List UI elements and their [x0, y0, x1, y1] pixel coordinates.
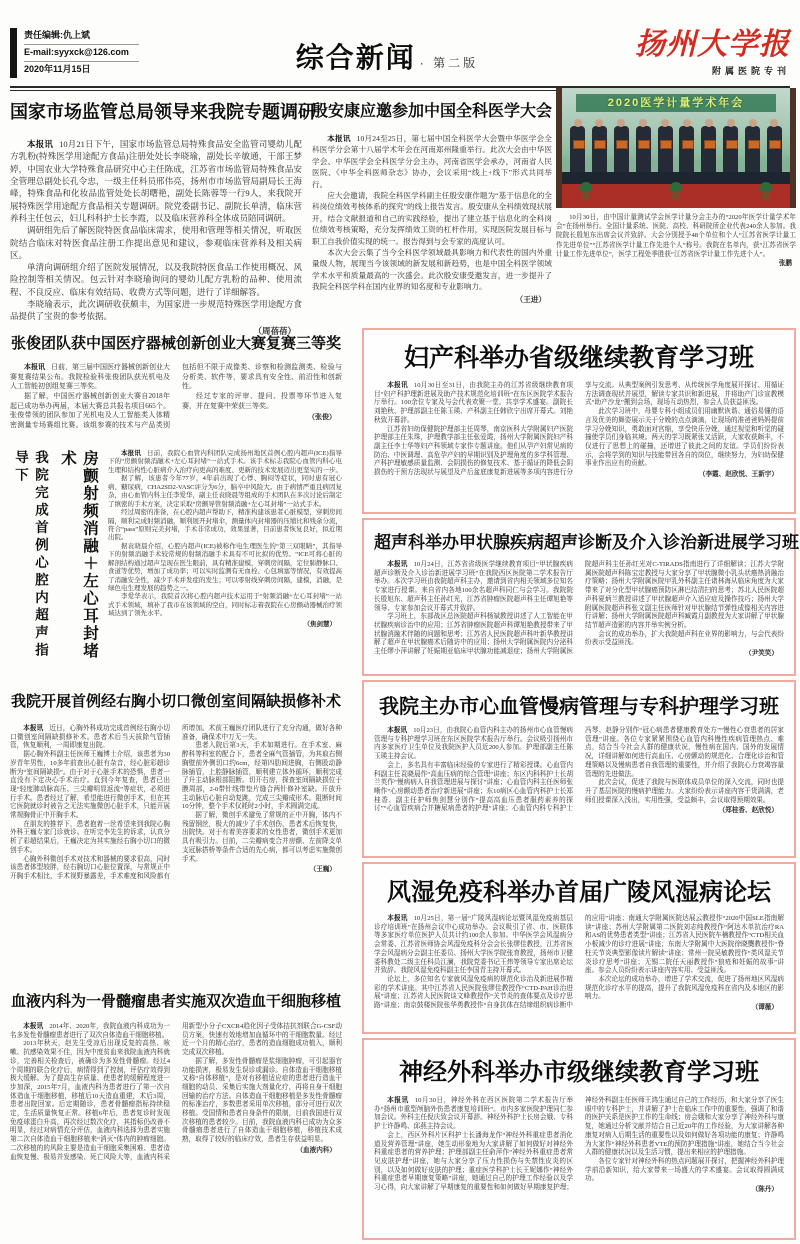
- paper-name: 扬州大学报: [634, 27, 790, 62]
- article-paragraph: 应大会邀请，我院全科医学科副主任殷安康作题为“基于信息化的全科岗位绩效考核体系的探究”的线上报告发言。殷安康从全科绩效现状展开，结合文献报道和自己的实践经验，提出了建立基于信息化的全科岗位绩效考核策略，充分发挥绩效工资的杠杆作用，实现医院发展目标与职工自我价值实现的统一。报告得到与会专家的高度认可。: [312, 190, 552, 246]
- article-body: [374, 915, 784, 1013]
- byline-label: 本报讯: [24, 364, 45, 371]
- article-afib-ablation: [10, 450, 342, 670]
- page-number-label: · 第二版: [419, 56, 479, 70]
- article-kicker: 我院完成首例心腔内超声指导下: [13, 450, 48, 660]
- article-title: 神经外科举办市级继续教育学习班: [399, 1059, 759, 1086]
- byline-label: 本报讯: [327, 134, 351, 143]
- date-line: 2020年11月15日: [24, 63, 91, 74]
- article-paragraph: 本次大会云集了当今全科医学领域最具影响力和代表性的国内外重量级人物，展现当今该领域的新发展和新趋势，也是中国全科医学领域学术水平和质量最高的一次盛会。此次殷安康受邀发言，进一步提升了我院全科医学科在国内业界的知名度和专业影响力。: [312, 247, 552, 292]
- article-title: 血液内科为一骨髓瘤患者实施双次造血干细胞移植: [10, 993, 341, 1010]
- article-paragraph: 本报讯 10月24至25日，第七届中国全科医学大会暨中华医学会全科医学分会第十八届学术年会在河南郑州隆重举行。此次大会由中华医学会、中华医学会全科医学分会主办，河南省医学会承办，河南省人民医院、《中华全科医师杂志》协办，会议采用“线上+线下”形式共同举行。: [312, 134, 552, 189]
- article-paragraph: 调研组先后了解医院特医食品临床需求，使用和管理等相关情况，听取医院结合临床对特医食品注册工作提出意见和建议，参观临床营养科及相关病区。: [10, 225, 302, 260]
- section-title: 综合新闻: [295, 42, 416, 73]
- article-obstetrics-class: [362, 328, 796, 514]
- article-paragraph: 本报讯 日前，我院心血管内科团队完成扬州地区首例心腔内超声(ICE)指导下的“房颤射频消融术+左心耳封堵”一站式手术。该手术标志我院心血管内科心电生理和结构性心脏病介入治疗向更高的难度、更新的技术发展迈出更坚实的一步。: [108, 450, 342, 474]
- article-paragraph: 本报讯 10月21日下午，国家市场监管总局特殊食品安全监管司婴幼儿配方乳粉(特殊医学用途配方食品)注册处处长李晓瑜，副处长辛敏通，干部王梦婷，中国农业大学特殊食品研究中心主任陈成，江苏省市场监管局特殊食品安全管理总副处长孔令忠，一级主任科员邢伟亮，扬州市市场监管局副局长王海峰，特殊食品和化妆品监管处处长胡曙艳，副处长陈蓉等一行9人，来我院开展特殊医学用途配方食品相关专题调研。院党委副书记、副院长单清，临床营养科主任包云，妇儿科科护士长李霞，以及临床营养科全体成员陪同调研。: [10, 139, 302, 223]
- article-body: [374, 1097, 784, 1195]
- article-title: 国家市场监管总局领导来我院专题调研: [10, 102, 316, 122]
- article-title: 张俊团队获中国医疗器械创新创业大赛复赛三等奖: [10, 335, 341, 352]
- article-signature: （血液内科）: [296, 1146, 336, 1154]
- article-body: [312, 133, 552, 306]
- article-paragraph: 患者入院后第3天，手术如期进行。在手术室、麻醉科等科室的配合下，患者全麻气管插管，为其取右侧胸壁前外侧切口约6cm，经第四肋间进胸，右侧股动静脉插管，上腔静脉插管，顺利建立体外循环，顺利完成了升主动脉根部阻断。切开右房，探查室间隔缺损位于膜周部，2-0带针线带垫片缝合两针修补室缺。开放升主动脉后心脏自动复跳，完成三尖瓣成形术。阻断时间10分钟，整个手术仅耗时2小时，手术圆满完成。: [182, 742, 342, 811]
- byline-label: 本报讯: [387, 727, 408, 734]
- article-paragraph: 本次论坛的成功举办，增进了学术交流，促进了扬州地区风湿病规范化诊疗水平的提高，提升了我院风湿免疫科在省内及本地区的影响力。: [585, 975, 784, 1001]
- article-paragraph: 心胸外科微创手术对技术和器械的要求很高，同时该患者体型较胖，经右胸切口心脏位置深，与常规正中开胸手术相比，手术视野暴露差，手术难度和风险都有所增加。术前王巍医疗团队进行了充分沟通，做好各种准备，确保术中万无一失。: [10, 725, 342, 880]
- article-paragraph: 经过专家的评审、提问、投票等环节进入复赛，并在复赛中荣获三等奖。: [182, 391, 342, 410]
- article-rheumatology-forum: [362, 862, 796, 1034]
- article-minimally-invasive-vsd: [10, 676, 342, 976]
- article-signature: （焦剑慧）: [303, 620, 336, 628]
- photo-credit: 张鹏: [778, 260, 792, 268]
- article-neurosurgery-class: [362, 1038, 796, 1240]
- article-paragraph: 学习班上，东部战区总医院超声科杨斌教授讲述了人工智能在甲状腺疾病诊治中的应用；江苏省肿瘤医院超声科谭旭艳教授带来了甲状腺消融术伴随的问题和思考；江苏省人民医院超声科叶新华教授讲解了超声在甲状腺癌术后随访中的应用；扬州大学附属医院内分泌科主任缪小萍讲解了妊娠期亚临床甲状腺功能减退症；扬州大学附属医院超声科主任孙红光对C-TIRADS指南进行了详细解读；江苏大学附属医院超声科陈宝定教授与大家分享了甲状腺微小乳头状癌热消融治疗策略；扬州大学附属医院甲乳外科副主任诸林海从临床角度为大家带来了对分化型甲状腺癌预防区淋巴结清扫的思考；苏北人民医院超声科夏炳兰教授讲述了甲状腺超声介入适应症及操作技巧；扬州大学附属医院超声科张文副主任医师针对甲状腺结节弹性成像相关内容进行讲解；扬州大学附属医院超声科臧霞月副教授为大家讲解了甲状腺结节超声造影的内容并举实例分析。: [374, 561, 784, 656]
- article-paragraph: 各位专家针对神经外科的热点问题展开探讨，把握神经外科护理学前沿新知识，给大家带来一场盛大的学术盛宴。会议取得圆满成功。: [585, 1157, 784, 1183]
- article-title: 妇产科举办省级继续教育学习班: [403, 344, 754, 372]
- article-yinankang-conference: [312, 94, 552, 324]
- article-paragraph: 本报讯 10月24日，江苏省省级医学继续教育项目“甲状腺疾病超声诊断及介入诊治新进展学习班”在我院西区医院第二学术报告厅举办。本次学习班由我院超声科主办，邀请到省内相关领域多位知名专家进行授课。来自省内各地100余名超声科同仁与会学习。我院院长殷旭东、超声科主任孙红光，江苏省肿瘤医院超声科主任谭旭艳等领导、专家参加会议开幕式并致辞。: [374, 561, 574, 612]
- article-title: 殷安康应邀参加中国全科医学大会: [312, 103, 553, 120]
- article-title: 我院主办市心血管慢病管理与专科护理学习班: [379, 696, 779, 718]
- article-signature: （王进）: [515, 295, 546, 305]
- article-paragraph: 此次学习班中，母婴专科小组成员们用幽默诙谐、通俗易懂的语言及优美的舞姿展示关于分娩的点点滴滴，让现场的准爸爸妈妈提前学习分娩知识，勇敢面对宫缩，享受快乐分娩，通过视觉和听觉的碰撞使学员们身临其境。两天的学习既紧张又活跃，大家收获颇丰，不仅进行了思想上的碰撞，还增进了彼此之间的友谊。学员们纷纷表示，会将学到的知识与技能带回各自的岗位，继续努力，为妇幼保健事业作出应有的贡献。: [585, 408, 784, 468]
- article-signature: （谭薇）: [751, 1004, 778, 1012]
- article-body: [374, 727, 784, 816]
- article-title: 风湿免疫科举办首届广陵风湿病论坛: [387, 879, 771, 906]
- article-paragraph: 此次会议，促进了我院与医联体成员单位的深入交流，同时也提升了基层医院的慢病护理能力。大家纷纷表示讲座内容干货满满，老师们授课深入浅出，实用性强，受益颇丰，会议取得预期效果。: [585, 779, 784, 804]
- section-header: [296, 28, 478, 76]
- article-paragraph: 本报讯 2014年、2020年，我院血液内科成功为一名多发性骨髓瘤患者进行了双次自体造血干细胞移植。: [10, 1023, 170, 1039]
- photo-caption: 10月30日，由中国计量测试学会医学计量分会主办的“2020年医学计量学术年会”在扬州举行。全国计量系统、医院、高校、科研院所企业代表240余人参加。我院院长殷旭东出席会议并致辞。大会分别授予48个单位和个人“江苏省医学计量工作先进单位”“江苏省医学计量工作先进个人”称号。我院在名单内，获“江苏省医学计量工作先进单位”，医学工程处季胜获“江苏省医学计量工作先进个人”。 张鹏: [556, 214, 796, 268]
- article-paragraph: 本报讯 10月25日，第一届“广陵风湿病论坛暨风湿免疫病基层诊疗培训班”在扬州会议中心成功举办。会议吸引了省、市、医联体等多家医疗单位医护人员共计约100余人参加。中华医学会风湿病分会常委、江苏省医师协会风湿免疫科分会会长张缪佳教授，江苏省医学会风湿病分会副主任委员、扬州大学医学院张育教授，扬州市卫健委科教处二级主任科员江澜，我院党委书记王炜等领导专家出席论坛并致辞。我院风湿免疫科副主任李国青主持开幕式。: [374, 915, 574, 975]
- article-paragraph: 据了解，中国医疗器械创新创业大赛自2018年起已成功举办两届，本届大赛总共报名项目665个。张俊带领的团队参加了光机电及人工智能类人体精密测量专场赛组比赛。该组参赛的技术与产品类别包括但不限于成像类、诊察和检测监测类、检验与分析类、软件等，要求具有安全性、前沿性和创新性。: [10, 363, 342, 429]
- news-photo-block: [556, 88, 796, 284]
- article-body: [10, 363, 342, 431]
- article-paragraph: 本报讯 10月30日，神经外科在西区医院第二学术报告厅举办“扬州市重型颅脑外伤患者康复培训班”。市内多家医院护理同仁参加会议。外科主任倪庆致会议开幕辞。神经外科护士长房会娥、专科护士许静鸣、邱燕主持会议。: [374, 1097, 574, 1131]
- article-cardio-nursing-class: [362, 680, 796, 858]
- article-zhangjun-award: [10, 330, 342, 446]
- article-paragraph: 本报讯 10月30日至31日，由我院主办的江苏省级继续教育项目“妇产科护理新进展及助产技术规范化培训班”在东区医院学术报告厅举行。100余位专家及与会代表欢聚一堂，共享学术盛宴。副院长刘艳秋、护理部副主任陈玉瑛、产科副主任韩欣宁出席开幕式。刘艳秋致开幕辞。: [374, 382, 574, 424]
- article-paragraph: 李爱华表示，我院首次将心腔内超声技术运用于“射频消融+左心耳封堵”一站式手术领域，填补了我市在该领域的空白，同时标志着我院在心房颤动器械治疗领域达到了领先水平。: [108, 593, 342, 618]
- article-signature: （王巍）: [309, 866, 336, 874]
- article-signature: （周蓓蓓）: [253, 325, 296, 336]
- article-paragraph: 论坛上，多位知名专家就风湿免疫病的规范化诊治及新进展作精彩的学术讲座。其中江苏省人民医院张缪佳教授作“CTD-PAH诊治进展”讲座；江苏省人民医院谈文峰教授作“关节炎的查体要点及诊疗思路”讲座；南京鼓楼医院张华勇教授作“自身抗体在结缔组织病诊断中的应用”讲座；南通大学附属医院达展云教授作“2020中国SLE指南解读”讲座；苏州大学附属第二医院刘志纯教授作“阿达木单抗治疗RA和AS的优势患者类型”讲座；江苏省人民医院车楠教授作“CTD相关血小板减少的诊疗进展”讲座；东南大学附属中大医院徐晓龑教授作“脊柱关节炎典型影像读片解读”讲座；常州一院吴敏教授作“类风湿关节炎诊疗思考”讲座；无锡二院任天丽教授作“狼疮和妊娠的故事”讲座。参会人员纷纷表示讲座内容实用、受益匪浅。: [374, 915, 784, 1010]
- article-body: [374, 382, 784, 480]
- article-paragraph: 据了解，多发性骨髓瘤是浆细胞肿瘤，可引起器官功能损害，极易发生误诊或漏诊。自体造血干细胞移植又称“自体移植”，是对有移植适应症的患者进行造血干细胞的动员、采集后实施大剂量化疗，再将自身干细胞回输的治疗方法。自体造血干细胞移植是多发性骨髓瘤的标准治疗，多数患者采用单次移植，部分可进行双次移植。受国情和患者自身条件的限制，目前我国进行双次移植的患者较少。目前，我院血液内科已成功为众多骨髓瘤患者进行了自体造血干细胞移植，移植技术成熟，取得了较好的临床疗效，患者生存获益明显。: [182, 1057, 342, 1144]
- byline-label: 本报讯: [27, 139, 54, 149]
- article-paragraph: 会上，西区外科片区科护士长潘海龙作“神经外科重症患者消化道及营养管理”讲座，她生动形象地为大家讲解了如何做好对神经外科重症患者的营养护理；护理部副主任俞萍作“神经外科重症患者常见皮肤护理”讲座，她与大家分享了压力性损伤与失禁性皮炎的区别，以及如何做好皮肤的护理；重症医学科护士长王妮娜作“神经外科重症患者早期康复策略”讲座，她通过自己的护理工作经验以及学习心得，向大家讲解了早期康复的重要性和如何做好早期康复护理；神经外科副主任医师王鸿生通过自己的工作经历，和大家分享了医生眼中的专科护士，并讲解了护士在临床工作中的重要性，强调了和谐的医护关系是医护工作的生命线；房会娥和大家分享了神经外科与康复，她通过分析文献并结合自己近20年的工作经验，为大家讲解各种康复对病人后期生活的重要性以及如何做好各项功能的康复；许静鸣为大家作“神经外科患者VTE的预防护理措施”讲座，她结合当今社会人群的健康状况以及生活习惯，提出来相应的护理措施。: [374, 1097, 784, 1192]
- article-paragraph: 本报讯 日前，第三届中国医疗器械创新创业大赛复赛结果公布。我院检验科张俊团队获光机电及人工智能初创组复赛三等奖。: [10, 363, 170, 391]
- article-title: 超声科举办甲状腺疾病超声诊断及介入诊治新进展学习班: [374, 533, 799, 552]
- paper-subtitle: 附属医院专刊: [711, 66, 790, 76]
- article-paragraph: 会上，多名具有丰富临床经验的专家进行了精彩授课。心血管内科副主任袁晓晨作“高血压病的综合管理”讲座；东区内科科护士长胡兰英作“慢病病人自我管理进展与探讨”讲座；心血管内科主任医师张晰作“心房颤动患者治疗新进展”讲座；东10病区心血管内科护士长郑桂香、副主任护师焦剑慧分别作“提高高血压患者服药素养的探讨”“心血管疾病合并糖尿病患者的护理”讲座；心血管内科专科护士冯琴、赵静分别作“冠心病患者健康教育处方”“慢性心衰患者的居家管理”讲座。各位专家紧紧围绕心血管内科慢性疾病管理热点、难点，结合当今社会人群的健康状况，慢性病在国内、国外的发展情况，详细讲解如何进行高血压、心房颤动的规范化、合理化诊治和管理策略以及慢病患者自我管理的重要性，并介绍了我院心力衰竭容量管理的先进做法。: [374, 727, 784, 813]
- byline-label: 本报讯: [23, 1023, 44, 1030]
- editor-line: 责任编辑:仇上斌: [24, 28, 139, 45]
- article-paragraph: 经过周密的准备，在心腔内超声帮助下，精准构建该患者心脏模型，穿刺房间隔，顺利完成射频消融，顺利展开封堵伞，测量体内封堵器的压缩比和残余分流，符合“pass”原则完美封堵，手术非常成功，效果显著，目前患者恢复良好，拟近期出院。: [108, 509, 342, 542]
- article-paragraph: 据袁晓晨介绍，心腔内超声(ICE)被称作电生理医生的“第三双眼睛”，其指导下的射频消融手术较常规的射频消融手术具有不可比拟的优势。“ICE可将心脏的解剖结构通过超声呈现在医生眼前，具有精准建模，穿刺房间隔，定位肺静脉口、食道等优势，增加了成功率；可以实时监测有无血栓、心包填塞等情况，有效提高了消融安全性，减少手术并发症的发生；可以零射线穿刺房间隔，建模，消融，是绿色电生理发展的趋势之一。: [108, 542, 342, 592]
- news-photo: [556, 88, 796, 208]
- article-paragraph: 李晓瑜表示，此次调研收获颇丰，为国家进一步规范特殊医学用途配方食品提供了宝贵的参考依据。: [10, 299, 302, 322]
- article-title: 我院开展首例经右胸小切口微创室间隔缺损修补术: [10, 693, 341, 710]
- article-body: [10, 1023, 342, 1162]
- article-paragraph: 在朋友的推荐下，患者抱着一丝希望来到我院心胸外科王巍专家门诊就诊。在听完李先生的诉求，认真分析了彩超结果后，王巍决定为其实施经右胸小切口的微创手术。: [10, 820, 170, 854]
- article-signature: （陈丹）: [751, 1186, 778, 1194]
- article-paragraph: 据了解，微创手术避免了常规的正中开胸，体内不残留钢丝，极大的减少了手术创伤，患者术后恢复快，出院快。对于有着美容要求的女性患者，微创手术更加具有吸引力。目前，二尖瓣病变合并房颤、左前降支单支冠脉搭桥等条件合适的先心病，都可以考虑实施微创手术。: [182, 812, 342, 863]
- article-market-regulator-visit: [10, 94, 316, 336]
- article-body: [10, 725, 342, 882]
- article-body: [374, 561, 784, 659]
- byline-label: 本报讯: [23, 725, 44, 732]
- article-paragraph: 2013年秋天，赵先生受凉后出现反复的高热、咳嗽、抗感染效果不佳，因为中度贫血来我院血液内科就诊，完善相关检查后，被确诊为多发性骨髓瘤。经过4个周期的联合化疗后，病情得到了控制，评估疗效得到极大缓解。为了提高生存质量、使患者的缓解程度进一步加深，2015年7月，血液内科为患者进行了第一次自体造血干细胞移植，移植后10天造血重建，术后3周，患者出院回家。后定期随诊，患者骨髓瘤指标持续稳定，生活质量恢复正常。移植6年后，患者复诊时发现免疫球蛋白升高，再次经过数次化疗，其指标仍改善不明显，经过对病情充分评估，血液内科选择为患者实施第二次自体造血干细胞移植来“消灭”体内的肿瘤细胞。二次移植的的风险主要是造血干细胞采集困难、患者造血恢复慢、极易并发感染、死亡风险大等，血液内科采用新型小分子CXCR4趋化因子受体拮抗剂联合G-CSF动员方案，快速有效地增加血循环中的干细胞数量。经过近一个月的精心治疗，患者的造血细胞成功植入，顺利完成双次移植。: [10, 1023, 342, 1161]
- article-body: [10, 138, 302, 337]
- article-paragraph: 本报讯 近日，心胸外科成功完成首例经右胸小切口微创室间隔缺损修补术。患者术后当天拔除气管插管，恢复顺利，一周即康复出院。: [10, 725, 171, 750]
- article-signature: （郑桂香、赵欣悦）: [718, 807, 778, 815]
- article-paragraph: 据心胸外科副主任医师王巍博士介绍，该患者为30岁青年男性，10多年前查出心脏有杂音，经心脏彩超诊断为“室间隔缺损”。由于对于心脏手术的恐惧，患者一直没有下定决心手术治疗。直到今年复查，患者已出现“轻度肺动脉高压、三尖瓣明显返流”等症状，必须进行手术。患者经过了解，希望能进行微创手术，但在其它医院就诊时被告之无法实施微创心脏手术，只能开展常规胸骨正中开胸手术。: [10, 751, 170, 820]
- article-paragraph: 会议的成功举办，扩大我院超声科在业界的影响力，与会代表纷纷表示受益匪浅。: [585, 630, 784, 647]
- photo-banner-text: 2020医学计量学术年会: [576, 94, 776, 112]
- editor-info-block: [10, 28, 139, 78]
- article-body: [108, 450, 342, 670]
- byline-label: 本报讯: [387, 1097, 409, 1104]
- article-signature: （李霞、赵欣悦、王新宇）: [698, 471, 778, 479]
- article-title: 房颤射频消融＋左心耳封堵术: [59, 450, 98, 660]
- article-paragraph: 本报讯 10月23日，由我院心血管内科主办的扬州市心血管慢病管理与专科护理学习班在东区医院学术报告厅举行。会议吸引扬州市内多家医疗卫生单位及我院医护人员近200人参加。护理部副主任陈玉瑛主持会议。: [374, 727, 574, 761]
- page-header: [10, 28, 790, 82]
- article-paragraph: 据了解，该患者今年77岁，4年前出现了心悸、胸闷等症状，同时患有冠心病、糖尿病，CHA2SD2-VASC评分为6分，脑卒中风险大。由于病情严重且病因复杂，由心血管内科主任李爱华，副主任袁晓晨等组成的手术团队在多次讨论后制定了缜密的手术方案，决定采取“房颤导管射频消融+左心耳封堵”一站式手术。: [108, 475, 342, 508]
- photo-people: [570, 120, 782, 172]
- article-stem-cell-transplant: [10, 986, 342, 1240]
- masthead: [635, 28, 790, 77]
- article-paragraph: 单清向调研组介绍了医院发展情况，以及我院特医食品工作使用概况、风险控制等相关情况。包云针对李晓瑜询问的婴幼儿配方乳粉的品种、使用流程、不良反应、临床有效结局、收费方式等问题，进行了详细解答。: [10, 262, 302, 297]
- article-signature: （张俊）: [308, 413, 336, 422]
- byline-label: 本报讯: [121, 450, 142, 457]
- vertical-headline: [10, 450, 100, 670]
- article-signature: （尹笑笑）: [745, 650, 778, 658]
- article-ultrasound-class: [362, 518, 799, 676]
- article-paragraph: 江苏省妇幼保健院护理部主任周琴，南京医科大学附属妇产医院护理部主任朱珠，护理教学部主任张爱霞，扬州大学附属医院妇产科副主任李士华等妇产科领域专家作专题讲座。他们从孕产妇常见病的防治、中医调理、高危孕产妇的早期识别及护理角度的多学科管理、产科护理敏感质量监测、会阴损伤的修复技术、基于循证的降低会阴损伤的干预方法现状与展望及产后盆底康复新进展等多项内容进行分享与交流。从典型案例引发思考、从传统医学角度展开探讨、用循证方法调查现状并展望，解读专家共识和新进展，并将助产门诊宣教模式“助产沙龙”搬到会场，现场互动热烈，参会人员获益匪浅。: [374, 382, 784, 477]
- byline-label: 本报讯: [387, 561, 408, 568]
- byline-label: 本报讯: [387, 382, 408, 389]
- email-line: E-mail:syyxck@126.com: [24, 45, 139, 62]
- byline-label: 本报讯: [387, 915, 408, 922]
